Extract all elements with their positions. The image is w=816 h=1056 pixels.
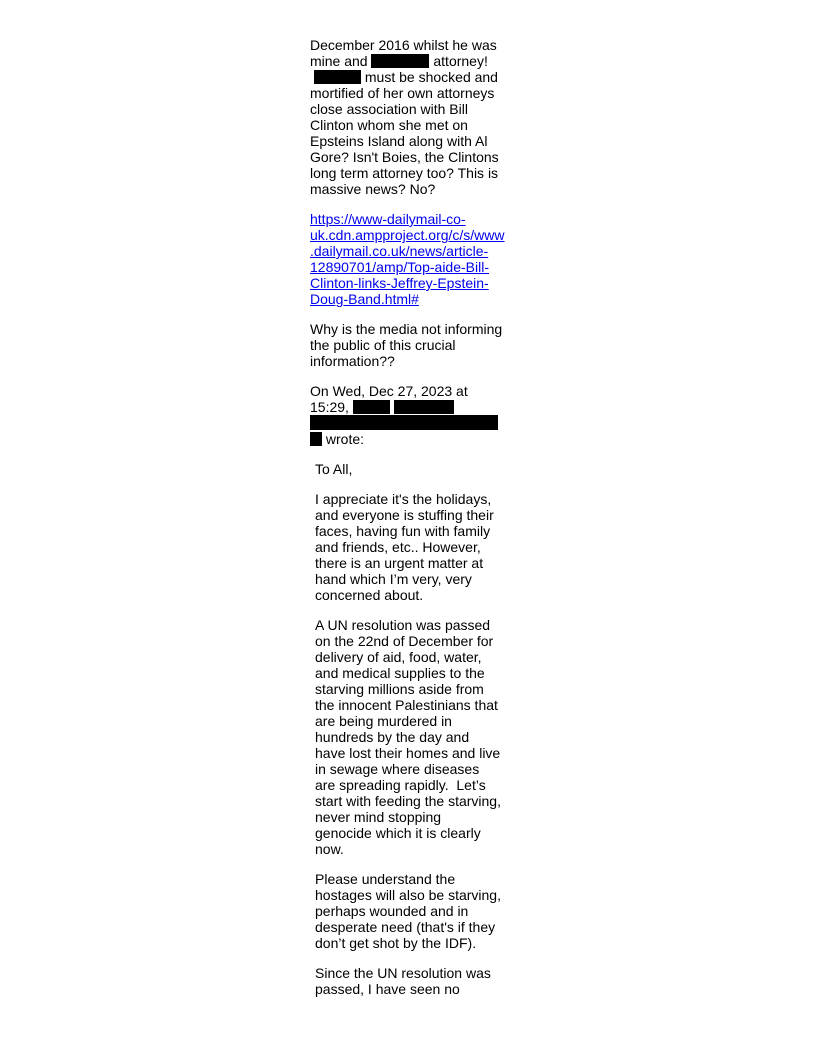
redaction-bar	[394, 400, 454, 414]
quote-attribution-line	[310, 399, 454, 415]
quoted-text-line: hostages will also be starving,	[315, 887, 501, 903]
quoted-text-line: there is an urgent matter at	[315, 555, 484, 571]
quoted-text-line: on the 22nd of December for	[315, 633, 494, 649]
quoted-text-line: and everyone is stuffing their	[315, 507, 494, 523]
text-fragment: mine and	[310, 53, 372, 69]
body-text-line: massive news? No?	[310, 181, 436, 197]
redaction-bar	[310, 415, 498, 430]
body-text-line: long term attorney too? This is	[310, 165, 499, 181]
body-text-line: Gore? Isn't Boies, the Clintons	[310, 149, 499, 165]
body-text-line: December 2016 whilst he was	[310, 37, 497, 53]
body-text-line: information??	[310, 353, 395, 369]
quoted-text-line: now.	[315, 841, 344, 857]
body-text-line: Clinton whom she met on	[310, 117, 468, 133]
quoted-text-line: never mind stopping	[315, 809, 442, 825]
article-link-line[interactable]: https://www-dailymail-co-	[310, 211, 466, 227]
quoted-text-line: concerned about.	[315, 587, 424, 603]
body-text-line: Epsteins Island along with Al	[310, 133, 488, 149]
body-text-line: the public of this crucial	[310, 337, 456, 353]
text-fragment: attorney!	[429, 53, 488, 69]
text-fragment: must be shocked and	[361, 69, 498, 85]
text-fragment: 15:29,	[310, 399, 353, 415]
quoted-text-line: and medical supplies to the	[315, 665, 485, 681]
body-text-line: close association with Bill	[310, 101, 468, 117]
quoted-text-line: desperate need (that's if they	[315, 919, 496, 935]
article-link-line[interactable]: uk.cdn.ampproject.org/c/s/www	[310, 227, 505, 243]
quoted-text-line: Please understand the	[315, 871, 456, 887]
quoted-text-line: start with feeding the starving,	[315, 793, 501, 809]
quoted-text-line: faces, having fun with family	[315, 523, 491, 539]
quoted-text-line: are spreading rapidly. Let’s	[315, 777, 486, 793]
body-text-line	[310, 69, 498, 85]
quoted-text-line: starving millions aside from	[315, 681, 484, 697]
quoted-text-line: Since the UN resolution was	[315, 965, 491, 981]
quoted-text-line: delivery of aid, food, water,	[315, 649, 482, 665]
quoted-text-line: and friends, etc.. However,	[315, 539, 481, 555]
body-text-line: mortified of her own attorneys	[310, 85, 495, 101]
quoted-text-line: are being murdered in	[315, 713, 452, 729]
quoted-text-line: hundreds by the day and	[315, 729, 470, 745]
quoted-text-line: perhaps wounded and in	[315, 903, 469, 919]
redaction-bar	[353, 400, 390, 414]
quoted-text-line: genocide which it is clearly	[315, 825, 481, 841]
redaction-bar	[310, 432, 322, 446]
article-link-line[interactable]: .dailymail.co.uk/news/article-	[310, 243, 489, 259]
quote-attribution-line: On Wed, Dec 27, 2023 at	[310, 383, 468, 399]
quoted-text-line: A UN resolution was passed	[315, 617, 491, 633]
redaction-bar	[314, 70, 361, 84]
article-link-line[interactable]: 12890701/amp/Top-aide-Bill-	[310, 259, 489, 275]
quote-attribution-line	[310, 431, 364, 447]
quoted-text-line: have lost their homes and live	[315, 745, 501, 761]
redaction-bar	[371, 54, 429, 68]
quoted-greeting: To All,	[315, 461, 353, 477]
quoted-text-line: in sewage where diseases	[315, 761, 480, 777]
quoted-text-line: don’t get shot by the IDF).	[315, 935, 477, 951]
article-link-line[interactable]: Doug-Band.html#	[310, 291, 419, 307]
article-link-line[interactable]: Clinton-links-Jeffrey-Epstein-	[310, 275, 489, 291]
body-text-line	[310, 53, 488, 69]
quoted-text-line: passed, I have seen no	[315, 981, 460, 997]
quoted-text-line: I appreciate it's the holidays,	[315, 491, 492, 507]
quoted-text-line: hand which I’m very, very	[315, 571, 472, 587]
text-fragment: wrote:	[322, 431, 365, 447]
quoted-text-line: the innocent Palestinians that	[315, 697, 498, 713]
body-text-line: Why is the media not informing	[310, 321, 503, 337]
